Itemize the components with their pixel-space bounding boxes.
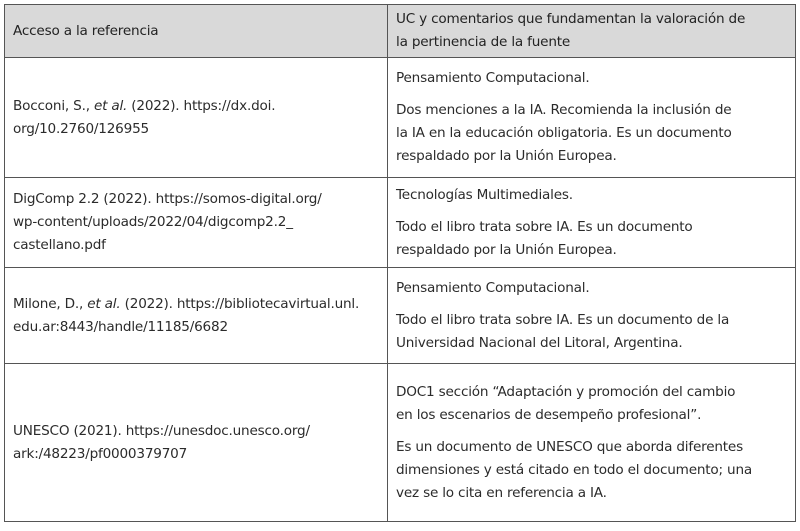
comment-line: vez se lo cita en referencia a IA. [396,484,607,501]
author: Milone, D., [13,295,88,312]
uc-text: en los escenarios de desempeño profesional”. [396,406,702,423]
comment-cell [388,58,796,178]
reference-url: (2022). https://dx.doi. [127,97,276,114]
reference-cell [5,268,388,364]
table-row [5,178,796,268]
header-uc-comments [388,5,796,58]
references-table [4,4,796,522]
reference-url: (2022). https://bibliotecavirtual.unl. [120,295,360,312]
et-al: et al. [87,295,121,312]
reference-url: castellano.pdf [13,237,106,253]
comment [396,309,787,355]
comment-line: respaldado por la Unión Europea. [396,241,617,258]
comment-line: Dos menciones a la IA. Recomienda la inclusión de [396,102,732,118]
table-row [5,364,796,522]
comment-line: Universidad Nacional del Litoral, Argentina. [396,334,683,351]
comment [396,436,787,505]
reference-url: wp-content/uploads/2022/04/digcomp2.2_ [13,214,293,230]
reference-text [13,95,379,118]
header-text: la pertinencia de la fuente [396,34,571,50]
comment-line: Todo el libro trata sobre IA. Es un documento [396,218,693,235]
reference-text [13,293,379,316]
reference-text: DigComp 2.2 (2022). https://somos-digital.org/ [13,191,322,207]
table-header-row [5,5,796,58]
reference-url: edu.ar:8443/handle/11185/6682 [13,318,228,335]
comment-line: Todo el libro trata sobre IA. Es un documento de la [396,311,730,328]
reference-cell [5,178,388,268]
uc-label [396,277,787,300]
header-reference-access [5,5,388,58]
uc-text: DOC1 sección “Adaptación y promoción del cambio [396,383,736,400]
uc-text: Pensamiento Computacional. [396,279,590,296]
reference-url: ark:/48223/pf0000379707 [13,445,188,462]
comment-cell [388,364,796,522]
author: Bocconi, S., [13,97,94,114]
reference-url: org/10.2760/126955 [13,120,149,137]
reference-text: UNESCO (2021). https://unesdoc.unesco.org/ [13,422,310,439]
comment-line: dimensiones y está citado en todo el documento; una [396,461,752,478]
comment [396,99,787,168]
comment-line: la IA en la educación obligatoria. Es un documento [396,125,732,141]
table-row [5,268,796,364]
reference-cell [5,58,388,178]
comment-line: Es un documento de UNESCO que aborda diferentes [396,438,743,455]
reference-cell [5,364,388,522]
comment-cell [388,178,796,268]
uc-label [396,381,787,427]
comment-cell [388,268,796,364]
uc-label [396,67,787,90]
header-text: Acceso a la referencia [13,22,159,39]
et-al: et al. [93,97,128,114]
uc-text: Tecnologías Multimediales. [396,186,573,203]
comment-line: respaldado por la Unión Europea. [396,148,617,164]
uc-text: Pensamiento Computacional. [396,70,590,86]
comment [396,216,787,262]
header-text: UC y comentarios que fundamentan la valoración de [396,11,746,27]
table-row [5,58,796,178]
uc-label [396,184,787,207]
